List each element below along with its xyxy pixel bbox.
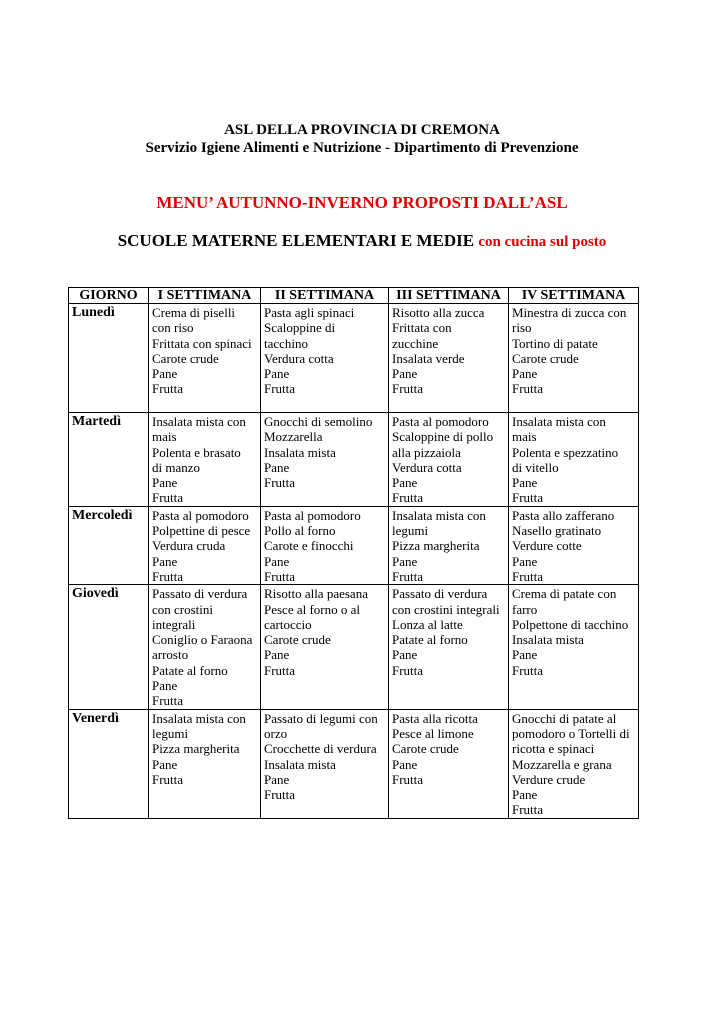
menu-item: Frutta — [512, 662, 544, 678]
menu-cell — [509, 709, 639, 818]
menu-item: Mozzarella e grana — [512, 756, 612, 772]
menu-item: Frutta — [512, 490, 544, 506]
menu-item: pomodoro o Tortelli di — [512, 725, 630, 741]
menu-item: Pane — [264, 459, 290, 475]
menu-item: Frutta — [512, 381, 544, 397]
menu-item: Frutta — [152, 771, 184, 787]
menu-item: Frutta — [264, 662, 296, 678]
menu-item: Frutta — [392, 662, 424, 678]
menu-cell — [389, 709, 509, 818]
menu-item: Pasta al pomodoro — [392, 414, 489, 429]
menu-item: con crostini integrali — [392, 601, 500, 617]
menu-cell — [261, 304, 389, 413]
menu-item: Frutta — [392, 490, 424, 506]
menu-item: Pasta alla ricotta — [392, 710, 478, 726]
menu-item: Pane — [152, 756, 178, 772]
menu-item: di manzo — [152, 459, 201, 475]
menu-item: Lonza al latte — [392, 616, 463, 632]
day-cell: Martedì — [69, 413, 149, 507]
header-week-2: II SETTIMANA — [261, 288, 389, 304]
menu-item: Verdura cruda — [152, 538, 226, 554]
day-cell: Venerdì — [69, 709, 149, 818]
menu-item: Carote crude — [264, 632, 331, 648]
menu-item: Polenta e brasato — [152, 444, 241, 460]
menu-cell — [149, 304, 261, 413]
day-cell: Giovedì — [69, 585, 149, 709]
menu-item: Verdura cotta — [392, 459, 462, 475]
menu-item: Crema di patate con — [512, 586, 617, 602]
department-name: Servizio Igiene Alimenti e Nutrizione - Dipartimento di Prevenzione — [145, 140, 579, 156]
menu-item: Minestra di zucca con — [512, 305, 627, 320]
menu-item: Coniglio o Faraona — [152, 632, 253, 648]
menu-cell — [509, 304, 639, 413]
menu-item: Pesce al forno o al — [264, 601, 361, 617]
menu-item: zucchine — [392, 335, 439, 351]
menu-item: Frittata con — [392, 320, 452, 336]
subtitle-schools: SCUOLE MATERNE ELEMENTARI E MEDIE — [117, 231, 475, 250]
menu-item: Frutta — [264, 475, 296, 491]
menu-item: Pasta al pomodoro — [152, 507, 249, 523]
menu-item: Polenta e spezzatino — [512, 444, 619, 460]
menu-item: legumi — [152, 725, 189, 741]
table-row — [69, 709, 639, 818]
menu-item: Pane — [392, 756, 418, 772]
table-header-row — [69, 288, 639, 304]
menu-item: tacchino — [264, 335, 309, 351]
menu-item: Verdure crude — [512, 771, 586, 787]
menu-item: integrali — [152, 616, 196, 632]
menu-item: Pollo al forno — [264, 523, 336, 539]
menu-item: Nasello gratinato — [512, 523, 602, 539]
menu-cell — [389, 506, 509, 584]
table-row — [69, 506, 639, 584]
menu-cell — [149, 709, 261, 818]
menu-item: cartoccio — [264, 616, 312, 632]
menu-item: Carote crude — [512, 350, 579, 366]
header-week-3: III SETTIMANA — [389, 288, 509, 304]
menu-cell — [509, 506, 639, 584]
menu-item: mais — [512, 429, 537, 445]
header-day: GIORNO — [69, 288, 149, 304]
menu-item: Pane — [512, 647, 538, 663]
menu-item: Frutta — [392, 568, 424, 584]
menu-cell — [389, 304, 509, 413]
menu-item: Pizza margherita — [392, 538, 480, 554]
menu-cell — [261, 506, 389, 584]
menu-item: Carote crude — [152, 350, 219, 366]
day-cell: Lunedì — [69, 304, 149, 413]
menu-item: Verdura cotta — [264, 350, 334, 366]
menu-item: Frutta — [512, 802, 544, 818]
menu-item: Pane — [152, 678, 178, 694]
menu-item: Polpettone di tacchino — [512, 616, 629, 632]
menu-item: Pane — [392, 647, 418, 663]
menu-item: Pane — [392, 475, 418, 491]
menu-item: Pane — [264, 366, 290, 382]
menu-item: Insalata verde — [392, 350, 465, 366]
menu-item: Pizza margherita — [152, 741, 240, 757]
menu-item: Pane — [152, 366, 178, 382]
menu-item: Verdure cotte — [512, 538, 582, 554]
menu-item: Insalata mista con — [152, 710, 246, 726]
menu-item: Insalata mista — [512, 632, 584, 648]
menu-item: Crocchette di verdura — [264, 741, 377, 757]
menu-item: Gnocchi di semolino — [264, 414, 373, 429]
menu-item: Frutta — [152, 381, 184, 397]
menu-item: Frutta — [512, 568, 544, 584]
menu-item: Frutta — [264, 381, 296, 397]
menu-cell — [261, 709, 389, 818]
menu-item: alla pizzaiola — [392, 444, 461, 460]
menu-item: Frutta — [152, 693, 184, 709]
menu-item: Pane — [152, 475, 178, 491]
table-row — [69, 304, 639, 413]
menu-cell — [149, 413, 261, 507]
menu-item: Pane — [512, 787, 538, 803]
menu-cell — [509, 413, 639, 507]
menu-item: Frutta — [264, 787, 296, 803]
menu-item: Pasta allo zafferano — [512, 507, 615, 523]
menu-item: Carote crude — [392, 741, 459, 757]
menu-item: di vitello — [512, 459, 559, 475]
menu-item: Pane — [264, 647, 290, 663]
menu-cell — [389, 585, 509, 709]
menu-item: Scaloppine di pollo — [392, 429, 494, 445]
menu-item: Pane — [512, 475, 538, 491]
menu-item: farro — [512, 601, 538, 617]
table-row — [69, 585, 639, 709]
menu-cell — [509, 585, 639, 709]
subtitle-kitchen-note: con cucina sul posto — [478, 234, 607, 250]
menu-item: mais — [152, 429, 177, 445]
menu-item: Pane — [392, 553, 418, 569]
menu-item: Insalata mista — [264, 756, 336, 772]
menu-item: Passato di verdura — [152, 586, 248, 602]
menu-item: orzo — [264, 725, 288, 741]
menu-item: Pane — [392, 366, 418, 382]
menu-cell — [261, 585, 389, 709]
menu-item: Gnocchi di patate al — [512, 710, 617, 726]
menu-item: Polpettine di pesce — [152, 523, 251, 539]
menu-item: Frutta — [152, 490, 184, 506]
menu-item: Frittata con spinaci — [152, 335, 252, 351]
menu-item: con crostini — [152, 601, 214, 617]
menu-table — [68, 287, 639, 819]
menu-item: riso — [512, 320, 532, 336]
menu-item: Insalata mista con — [392, 507, 486, 523]
menu-item: Pasta al pomodoro — [264, 507, 361, 523]
menu-item: Frutta — [264, 568, 296, 584]
menu-item: Pane — [264, 771, 290, 787]
day-cell: Mercoledì — [69, 506, 149, 584]
menu-item: Risotto alla zucca — [392, 305, 485, 320]
menu-item: Insalata mista con — [512, 414, 606, 429]
menu-item: arrosto — [152, 647, 189, 663]
menu-item: Crema di piselli — [152, 305, 236, 320]
menu-item: Frutta — [152, 568, 184, 584]
menu-item: Pane — [264, 553, 290, 569]
menu-item: Patate al forno — [152, 662, 228, 678]
menu-cell — [149, 585, 261, 709]
menu-cell — [261, 413, 389, 507]
menu-item: Carote e finocchi — [264, 538, 354, 554]
menu-item: Insalata mista con — [152, 414, 246, 429]
menu-item: Pesce al limone — [392, 725, 474, 741]
header-week-4: IV SETTIMANA — [509, 288, 639, 304]
menu-item: Pane — [512, 553, 538, 569]
menu-item: legumi — [392, 523, 429, 539]
menu-item: Passato di verdura — [392, 586, 488, 602]
menu-item: Patate al forno — [392, 632, 468, 648]
menu-title: MENU’ AUTUNNO-INVERNO PROPOSTI DALL’ASL — [156, 193, 568, 212]
menu-item: Tortino di patate — [512, 335, 598, 351]
organization-name: ASL DELLA PROVINCIA DI CREMONA — [224, 122, 500, 138]
menu-item: con riso — [152, 320, 194, 336]
menu-item: Pane — [512, 366, 538, 382]
menu-item: Insalata mista — [264, 444, 336, 460]
menu-item: Frutta — [392, 771, 424, 787]
menu-table-body — [69, 304, 639, 819]
menu-cell — [149, 506, 261, 584]
header-week-1: I SETTIMANA — [149, 288, 261, 304]
menu-item: Passato di legumi con — [264, 710, 378, 726]
menu-item: Scaloppine di — [264, 320, 336, 336]
menu-subtitle — [0, 231, 724, 251]
table-row — [69, 413, 639, 507]
menu-item: ricotta e spinaci — [512, 741, 595, 757]
menu-item: Frutta — [392, 381, 424, 397]
menu-item: Mozzarella — [264, 429, 323, 445]
menu-item: Pasta agli spinaci — [264, 305, 355, 320]
menu-cell — [389, 413, 509, 507]
menu-item: Pane — [152, 553, 178, 569]
menu-item: Risotto alla paesana — [264, 586, 368, 602]
